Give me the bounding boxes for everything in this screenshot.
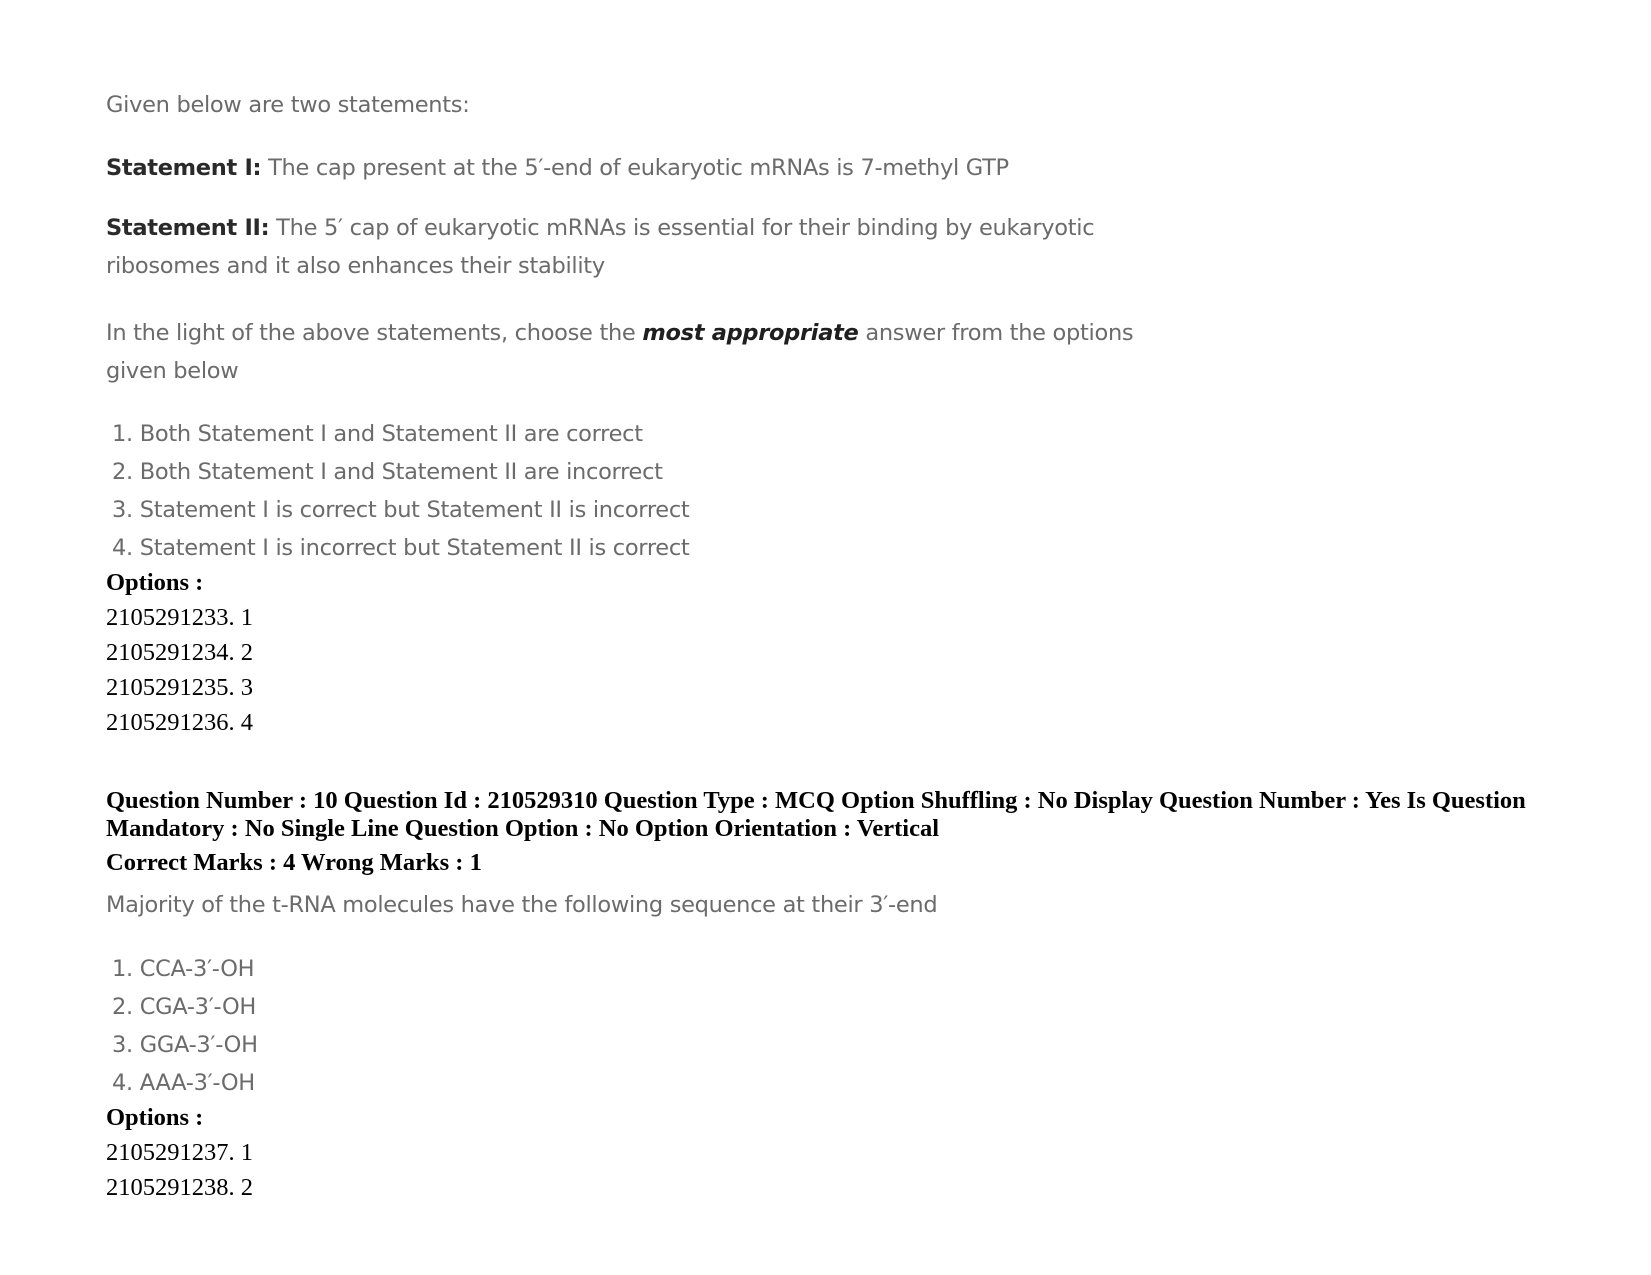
q10-meta-line-1: Question Number : 10 Question Id : 210529310 Question Type : MCQ Option Shuffling : No Display Question Number : Yes Is Question <box>106 787 1526 814</box>
q9-choice-2: 2. Both Statement I and Statement II are incorrect <box>112 459 663 485</box>
q9-choice-1: 1. Both Statement I and Statement II are correct <box>112 421 643 447</box>
q9-option-id-2: 2105291234. 2 <box>106 639 253 666</box>
q9-choice-3: 3. Statement I is correct but Statement II is incorrect <box>112 497 690 523</box>
instruction-pre: In the light of the above statements, choose the <box>106 320 643 346</box>
q10-choice-1: 1. CCA-3′-OH <box>112 956 255 982</box>
q9-statement-2 <box>106 209 1094 247</box>
q10-option-id-2: 2105291238. 2 <box>106 1174 253 1201</box>
q9-choice-4: 4. Statement I is incorrect but Statement II is correct <box>112 535 690 561</box>
q10-marks: Correct Marks : 4 Wrong Marks : 1 <box>106 849 482 876</box>
instruction-post: answer from the options <box>858 320 1134 346</box>
q10-choice-3: 3. GGA-3′-OH <box>112 1032 258 1058</box>
q9-option-id-1: 2105291233. 1 <box>106 604 253 631</box>
q9-statement-1 <box>106 149 1009 187</box>
q10-option-id-1: 2105291237. 1 <box>106 1139 253 1166</box>
q10-choice-2: 2. CGA-3′-OH <box>112 994 256 1020</box>
statement-2-label: Statement II: <box>106 215 270 241</box>
q10-options-label: Options : <box>106 1104 204 1131</box>
q9-instruction-cont: given below <box>106 358 239 384</box>
statement-1-label: Statement I: <box>106 155 262 181</box>
q10-question: Majority of the t-RNA molecules have the following sequence at their 3′-end <box>106 892 938 918</box>
q9-option-id-4: 2105291236. 4 <box>106 709 253 736</box>
q9-statement-2-cont: ribosomes and it also enhances their stability <box>106 253 605 279</box>
q10-meta-line-2: Mandatory : No Single Line Question Option : No Option Orientation : Vertical <box>106 815 940 842</box>
q9-instruction <box>106 314 1133 352</box>
statement-1-text: The cap present at the 5′-end of eukaryotic mRNAs is 7-methyl GTP <box>261 155 1009 181</box>
q9-options-label: Options : <box>106 569 204 596</box>
q9-intro: Given below are two statements: <box>106 92 470 118</box>
q9-option-id-3: 2105291235. 3 <box>106 674 253 701</box>
instruction-emphasis: most appropriate <box>642 320 859 346</box>
q10-choice-4: 4. AAA-3′-OH <box>112 1070 255 1096</box>
statement-2-text: The 5′ cap of eukaryotic mRNAs is essential for their binding by eukaryotic <box>269 215 1095 241</box>
